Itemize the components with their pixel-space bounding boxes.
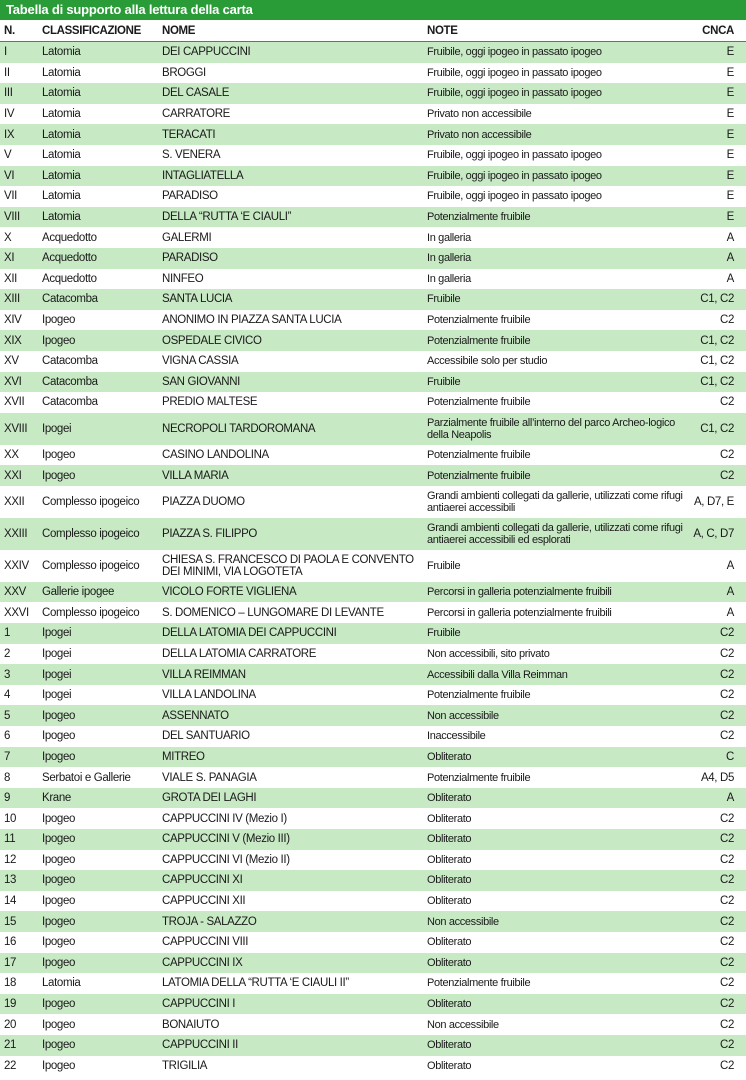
cell-note: Obliterato — [423, 891, 688, 912]
cell-classificazione: Complesso ipogeico — [38, 550, 158, 582]
cell-number: VI — [0, 166, 38, 187]
cell-classificazione: Ipogei — [38, 685, 158, 706]
table-row — [0, 330, 746, 351]
cell-nome: DEI CAPPUCCINI — [158, 42, 423, 63]
table-row — [0, 747, 746, 768]
cell-number: XXIV — [0, 550, 38, 582]
cell-nome: MITREO — [158, 747, 423, 768]
cell-nome: PIAZZA DUOMO — [158, 486, 423, 518]
cell-classificazione: Ipogeo — [38, 808, 158, 829]
cell-nome: CASINO LANDOLINA — [158, 445, 423, 466]
table-row — [0, 145, 746, 166]
cell-nome: ASSENNATO — [158, 705, 423, 726]
cell-nome: PREDIO MALTESE — [158, 392, 423, 413]
cell-number: 5 — [0, 705, 38, 726]
cell-number: XVII — [0, 392, 38, 413]
cell-number: 2 — [0, 644, 38, 665]
table-row — [0, 413, 746, 445]
cell-nome: NECROPOLI TARDOROMANA — [158, 413, 423, 445]
cell-cnca: C2 — [688, 953, 746, 974]
cell-note: Potenzialmente fruibile — [423, 465, 688, 486]
column-header-note: NOTE — [423, 20, 688, 42]
cell-number: 14 — [0, 891, 38, 912]
cell-cnca: C2 — [688, 994, 746, 1015]
table-row — [0, 392, 746, 413]
cell-nome: BROGGI — [158, 63, 423, 84]
cell-note: In galleria — [423, 269, 688, 290]
cell-cnca: C2 — [688, 1035, 746, 1056]
cell-nome: S. DOMENICO – LUNGOMARE DI LEVANTE — [158, 602, 423, 623]
table-row — [0, 124, 746, 145]
cell-cnca: C1, C2 — [688, 372, 746, 393]
cell-nome: VIGNA CASSIA — [158, 351, 423, 372]
column-header-classificazione: CLASSIFICAZIONE — [38, 20, 158, 42]
cell-classificazione: Acquedotto — [38, 227, 158, 248]
cell-classificazione: Latomia — [38, 63, 158, 84]
table-row — [0, 808, 746, 829]
cell-classificazione: Ipogeo — [38, 932, 158, 953]
cell-classificazione: Ipogeo — [38, 747, 158, 768]
cell-cnca: C2 — [688, 850, 746, 871]
cell-nome: VILLA REIMMAN — [158, 664, 423, 685]
table-row — [0, 269, 746, 290]
cell-nome: PIAZZA S. FILIPPO — [158, 518, 423, 550]
cell-classificazione: Latomia — [38, 83, 158, 104]
cell-cnca: A — [688, 550, 746, 582]
cell-nome: DEL SANTUARIO — [158, 726, 423, 747]
table-row — [0, 372, 746, 393]
cell-note: Potenzialmente fruibile — [423, 973, 688, 994]
cell-number: II — [0, 63, 38, 84]
cell-cnca: C2 — [688, 726, 746, 747]
cell-number: 8 — [0, 767, 38, 788]
table-row — [0, 891, 746, 912]
table-row — [0, 83, 746, 104]
table-row — [0, 207, 746, 228]
cell-note: Potenzialmente fruibile — [423, 392, 688, 413]
cell-note: Obliterato — [423, 808, 688, 829]
cell-nome: CAPPUCCINI V (Mezio III) — [158, 829, 423, 850]
cell-number: XXI — [0, 465, 38, 486]
cell-note: Accessibili dalla Villa Reimman — [423, 664, 688, 685]
table-row — [0, 351, 746, 372]
cell-classificazione: Acquedotto — [38, 269, 158, 290]
cell-note: Obliterato — [423, 850, 688, 871]
cell-number: 12 — [0, 850, 38, 871]
cell-note: Fruibile — [423, 623, 688, 644]
cell-number: 6 — [0, 726, 38, 747]
cell-number: 13 — [0, 870, 38, 891]
cell-note: Obliterato — [423, 994, 688, 1015]
cell-nome: LATOMIA DELLA “RUTTA ‘E CIAULI II” — [158, 973, 423, 994]
cell-note: Percorsi in galleria potenzialmente fruibili — [423, 582, 688, 603]
cell-classificazione: Ipogeo — [38, 1035, 158, 1056]
table-row — [0, 445, 746, 466]
cell-number: IV — [0, 104, 38, 125]
cell-cnca: A — [688, 227, 746, 248]
cell-cnca: C2 — [688, 1014, 746, 1035]
cell-cnca: A — [688, 269, 746, 290]
table-row — [0, 63, 746, 84]
cell-number: XX — [0, 445, 38, 466]
cell-cnca: C2 — [688, 664, 746, 685]
cell-classificazione: Serbatoi e Gallerie — [38, 767, 158, 788]
cell-cnca: A — [688, 788, 746, 809]
table-title: Tabella di supporto alla lettura della carta — [0, 0, 746, 20]
cell-cnca: C2 — [688, 685, 746, 706]
cell-number: XXV — [0, 582, 38, 603]
cell-note: Fruibile, oggi ipogeo in passato ipogeo — [423, 42, 688, 63]
table-row — [0, 166, 746, 187]
cell-note: In galleria — [423, 227, 688, 248]
cell-classificazione: Latomia — [38, 166, 158, 187]
cell-classificazione: Ipogeo — [38, 994, 158, 1015]
table-row — [0, 582, 746, 603]
cell-classificazione: Ipogei — [38, 664, 158, 685]
cell-cnca: E — [688, 104, 746, 125]
table-row — [0, 1014, 746, 1035]
cell-cnca: C2 — [688, 392, 746, 413]
cell-classificazione: Complesso ipogeico — [38, 486, 158, 518]
cell-classificazione: Latomia — [38, 207, 158, 228]
cell-classificazione: Ipogeo — [38, 850, 158, 871]
cell-note: In galleria — [423, 248, 688, 269]
cell-note: Obliterato — [423, 870, 688, 891]
cell-number: 9 — [0, 788, 38, 809]
cell-nome: GROTA DEI LAGHI — [158, 788, 423, 809]
table-row — [0, 644, 746, 665]
cell-cnca: C2 — [688, 705, 746, 726]
cell-classificazione: Ipogeo — [38, 705, 158, 726]
cell-classificazione: Catacomba — [38, 392, 158, 413]
cell-cnca: C2 — [688, 644, 746, 665]
table-row — [0, 973, 746, 994]
cell-cnca: C1, C2 — [688, 330, 746, 351]
cell-nome: CAPPUCCINI VIII — [158, 932, 423, 953]
cell-classificazione: Ipogeo — [38, 911, 158, 932]
cell-cnca: A — [688, 248, 746, 269]
cell-classificazione: Latomia — [38, 973, 158, 994]
cell-number: VIII — [0, 207, 38, 228]
cell-cnca: A, C, D7 — [688, 518, 746, 550]
cell-cnca: E — [688, 166, 746, 187]
cell-classificazione: Ipogeo — [38, 330, 158, 351]
cell-classificazione: Ipogei — [38, 644, 158, 665]
cell-note: Fruibile, oggi ipogeo in passato ipogeo — [423, 186, 688, 207]
cell-number: 17 — [0, 953, 38, 974]
cell-number: VII — [0, 186, 38, 207]
cell-note: Obliterato — [423, 788, 688, 809]
cell-note: Privato non accessibile — [423, 104, 688, 125]
cell-classificazione: Catacomba — [38, 289, 158, 310]
cell-classificazione: Ipogeo — [38, 953, 158, 974]
cell-classificazione: Ipogeo — [38, 870, 158, 891]
cell-nome: SANTA LUCIA — [158, 289, 423, 310]
cell-classificazione: Ipogei — [38, 413, 158, 445]
cell-nome: OSPEDALE CIVICO — [158, 330, 423, 351]
cell-note: Non accessibili, sito privato — [423, 644, 688, 665]
cell-note: Privato non accessibile — [423, 124, 688, 145]
cell-note: Fruibile — [423, 372, 688, 393]
cell-cnca: C2 — [688, 911, 746, 932]
cell-classificazione: Latomia — [38, 124, 158, 145]
cell-number: XII — [0, 269, 38, 290]
cell-classificazione: Ipogeo — [38, 1056, 158, 1077]
cell-note: Fruibile, oggi ipogeo in passato ipogeo — [423, 145, 688, 166]
table-row — [0, 289, 746, 310]
table-row — [0, 623, 746, 644]
cell-nome: DELLA “RUTTA ‘E CIAULI” — [158, 207, 423, 228]
cell-note: Obliterato — [423, 1056, 688, 1077]
cell-cnca: C2 — [688, 870, 746, 891]
table-row — [0, 788, 746, 809]
column-header-nome: NOME — [158, 20, 423, 42]
cell-cnca: C2 — [688, 973, 746, 994]
cell-number: 18 — [0, 973, 38, 994]
cell-classificazione: Latomia — [38, 104, 158, 125]
table-row — [0, 705, 746, 726]
table-row — [0, 1056, 746, 1077]
column-header-n: N. — [0, 20, 38, 42]
cell-number: XVIII — [0, 413, 38, 445]
cell-cnca: E — [688, 207, 746, 228]
cell-cnca: E — [688, 145, 746, 166]
table-row — [0, 1035, 746, 1056]
table-row — [0, 310, 746, 331]
cell-classificazione: Ipogeo — [38, 310, 158, 331]
cell-nome: CARRATORE — [158, 104, 423, 125]
table-row — [0, 932, 746, 953]
cell-cnca: C1, C2 — [688, 413, 746, 445]
table-body — [0, 42, 746, 1077]
cell-number: 16 — [0, 932, 38, 953]
cell-cnca: A, D7, E — [688, 486, 746, 518]
cell-note: Fruibile — [423, 289, 688, 310]
cell-cnca: E — [688, 63, 746, 84]
table-row — [0, 829, 746, 850]
cell-note: Accessibile solo per studio — [423, 351, 688, 372]
cell-nome: TRIGILIA — [158, 1056, 423, 1077]
cell-nome: CAPPUCCINI XII — [158, 891, 423, 912]
cell-note: Grandi ambienti collegati da gallerie, utilizzati come rifugi antiaerei accessibili ed esplorati — [423, 518, 688, 550]
support-table — [0, 20, 746, 1076]
cell-note: Non accessibile — [423, 911, 688, 932]
cell-number: 19 — [0, 994, 38, 1015]
table-row — [0, 994, 746, 1015]
cell-number: 15 — [0, 911, 38, 932]
cell-nome: BONAIUTO — [158, 1014, 423, 1035]
cell-number: XXVI — [0, 602, 38, 623]
cell-number: III — [0, 83, 38, 104]
cell-number: XXIII — [0, 518, 38, 550]
column-header-cnca: CNCA — [688, 20, 746, 42]
cell-nome: INTAGLIATELLA — [158, 166, 423, 187]
cell-number: XV — [0, 351, 38, 372]
table-row — [0, 664, 746, 685]
cell-note: Fruibile — [423, 550, 688, 582]
cell-cnca: C2 — [688, 829, 746, 850]
table-row — [0, 953, 746, 974]
cell-cnca: C2 — [688, 310, 746, 331]
cell-number: XIX — [0, 330, 38, 351]
cell-classificazione: Ipogeo — [38, 891, 158, 912]
cell-classificazione: Gallerie ipogee — [38, 582, 158, 603]
cell-nome: PARADISO — [158, 248, 423, 269]
cell-number: 20 — [0, 1014, 38, 1035]
table-row — [0, 870, 746, 891]
cell-classificazione: Complesso ipogeico — [38, 602, 158, 623]
cell-cnca: C2 — [688, 465, 746, 486]
cell-classificazione: Ipogeo — [38, 465, 158, 486]
cell-note: Potenzialmente fruibile — [423, 207, 688, 228]
cell-cnca: C2 — [688, 445, 746, 466]
cell-classificazione: Complesso ipogeico — [38, 518, 158, 550]
cell-cnca: C2 — [688, 808, 746, 829]
cell-nome: GALERMI — [158, 227, 423, 248]
cell-nome: CAPPUCCINI XI — [158, 870, 423, 891]
cell-cnca: A — [688, 602, 746, 623]
cell-classificazione: Ipogeo — [38, 1014, 158, 1035]
cell-nome: VILLA LANDOLINA — [158, 685, 423, 706]
cell-note: Potenzialmente fruibile — [423, 310, 688, 331]
cell-nome: NINFEO — [158, 269, 423, 290]
table-row — [0, 767, 746, 788]
cell-classificazione: Ipogeo — [38, 726, 158, 747]
table-row — [0, 248, 746, 269]
cell-number: 10 — [0, 808, 38, 829]
cell-number: I — [0, 42, 38, 63]
cell-cnca: C2 — [688, 891, 746, 912]
cell-nome: DEL CASALE — [158, 83, 423, 104]
cell-note: Fruibile, oggi ipogeo in passato ipogeo — [423, 166, 688, 187]
cell-cnca: C — [688, 747, 746, 768]
cell-classificazione: Acquedotto — [38, 248, 158, 269]
cell-nome: CHIESA S. FRANCESCO DI PAOLA E CONVENTO DEI MINIMI, VIA LOGOTETA — [158, 550, 423, 582]
cell-nome: VILLA MARIA — [158, 465, 423, 486]
cell-note: Inaccessibile — [423, 726, 688, 747]
cell-number: 21 — [0, 1035, 38, 1056]
table-row — [0, 550, 746, 582]
table-row — [0, 486, 746, 518]
cell-number: 1 — [0, 623, 38, 644]
cell-number: V — [0, 145, 38, 166]
cell-cnca: E — [688, 186, 746, 207]
table-row — [0, 911, 746, 932]
table-row — [0, 685, 746, 706]
cell-number: XI — [0, 248, 38, 269]
cell-classificazione: Catacomba — [38, 351, 158, 372]
cell-classificazione: Latomia — [38, 186, 158, 207]
table-row — [0, 104, 746, 125]
cell-classificazione: Catacomba — [38, 372, 158, 393]
cell-note: Obliterato — [423, 829, 688, 850]
cell-cnca: C2 — [688, 1056, 746, 1077]
cell-nome: ANONIMO IN PIAZZA SANTA LUCIA — [158, 310, 423, 331]
cell-note: Non accessibile — [423, 705, 688, 726]
cell-note: Grandi ambienti collegati da gallerie, utilizzati come rifugi antiaerei accessibili — [423, 486, 688, 518]
cell-cnca: E — [688, 42, 746, 63]
cell-number: IX — [0, 124, 38, 145]
table-header — [0, 20, 746, 42]
table-row — [0, 227, 746, 248]
table-row — [0, 42, 746, 63]
cell-note: Non accessibile — [423, 1014, 688, 1035]
cell-number: 7 — [0, 747, 38, 768]
cell-note: Potenzialmente fruibile — [423, 445, 688, 466]
table-row — [0, 726, 746, 747]
cell-classificazione: Krane — [38, 788, 158, 809]
cell-nome: CAPPUCCINI II — [158, 1035, 423, 1056]
cell-number: XXII — [0, 486, 38, 518]
cell-nome: CAPPUCCINI I — [158, 994, 423, 1015]
cell-nome: VIALE S. PANAGIA — [158, 767, 423, 788]
table-row — [0, 518, 746, 550]
cell-nome: DELLA LATOMIA CARRATORE — [158, 644, 423, 665]
cell-nome: CAPPUCCINI VI (Mezio II) — [158, 850, 423, 871]
cell-note: Fruibile, oggi ipogeo in passato ipogeo — [423, 63, 688, 84]
cell-nome: DELLA LATOMIA DEI CAPPUCCINI — [158, 623, 423, 644]
cell-classificazione: Latomia — [38, 145, 158, 166]
cell-nome: CAPPUCCINI IV (Mezio I) — [158, 808, 423, 829]
cell-number: XIV — [0, 310, 38, 331]
cell-note: Parzialmente fruibile all’interno del parco Archeo-logico della Neapolis — [423, 413, 688, 445]
cell-nome: SAN GIOVANNI — [158, 372, 423, 393]
cell-classificazione: Ipogeo — [38, 829, 158, 850]
cell-note: Potenzialmente fruibile — [423, 330, 688, 351]
cell-note: Percorsi in galleria potenzialmente fruibili — [423, 602, 688, 623]
table-row — [0, 850, 746, 871]
cell-classificazione: Latomia — [38, 42, 158, 63]
cell-number: 22 — [0, 1056, 38, 1077]
cell-cnca: A — [688, 582, 746, 603]
cell-note: Potenzialmente fruibile — [423, 685, 688, 706]
cell-classificazione: Ipogeo — [38, 445, 158, 466]
header-row — [0, 20, 746, 42]
cell-number: XVI — [0, 372, 38, 393]
table-row — [0, 186, 746, 207]
cell-nome: S. VENERA — [158, 145, 423, 166]
cell-nome: TERACATI — [158, 124, 423, 145]
cell-note: Fruibile, oggi ipogeo in passato ipogeo — [423, 83, 688, 104]
cell-nome: VICOLO FORTE VIGLIENA — [158, 582, 423, 603]
cell-cnca: C1, C2 — [688, 289, 746, 310]
cell-number: X — [0, 227, 38, 248]
cell-note: Obliterato — [423, 1035, 688, 1056]
cell-nome: PARADISO — [158, 186, 423, 207]
cell-cnca: C2 — [688, 932, 746, 953]
cell-number: 4 — [0, 685, 38, 706]
table-row — [0, 602, 746, 623]
cell-cnca: E — [688, 124, 746, 145]
table-row — [0, 465, 746, 486]
cell-number: XIII — [0, 289, 38, 310]
cell-cnca: A4, D5 — [688, 767, 746, 788]
cell-note: Obliterato — [423, 953, 688, 974]
cell-cnca: E — [688, 83, 746, 104]
cell-note: Obliterato — [423, 747, 688, 768]
cell-cnca: C2 — [688, 623, 746, 644]
cell-classificazione: Ipogei — [38, 623, 158, 644]
cell-number: 11 — [0, 829, 38, 850]
cell-nome: CAPPUCCINI IX — [158, 953, 423, 974]
cell-note: Obliterato — [423, 932, 688, 953]
cell-nome: TROJA - SALAZZO — [158, 911, 423, 932]
cell-number: 3 — [0, 664, 38, 685]
cell-note: Potenzialmente fruibile — [423, 767, 688, 788]
cell-cnca: C1, C2 — [688, 351, 746, 372]
